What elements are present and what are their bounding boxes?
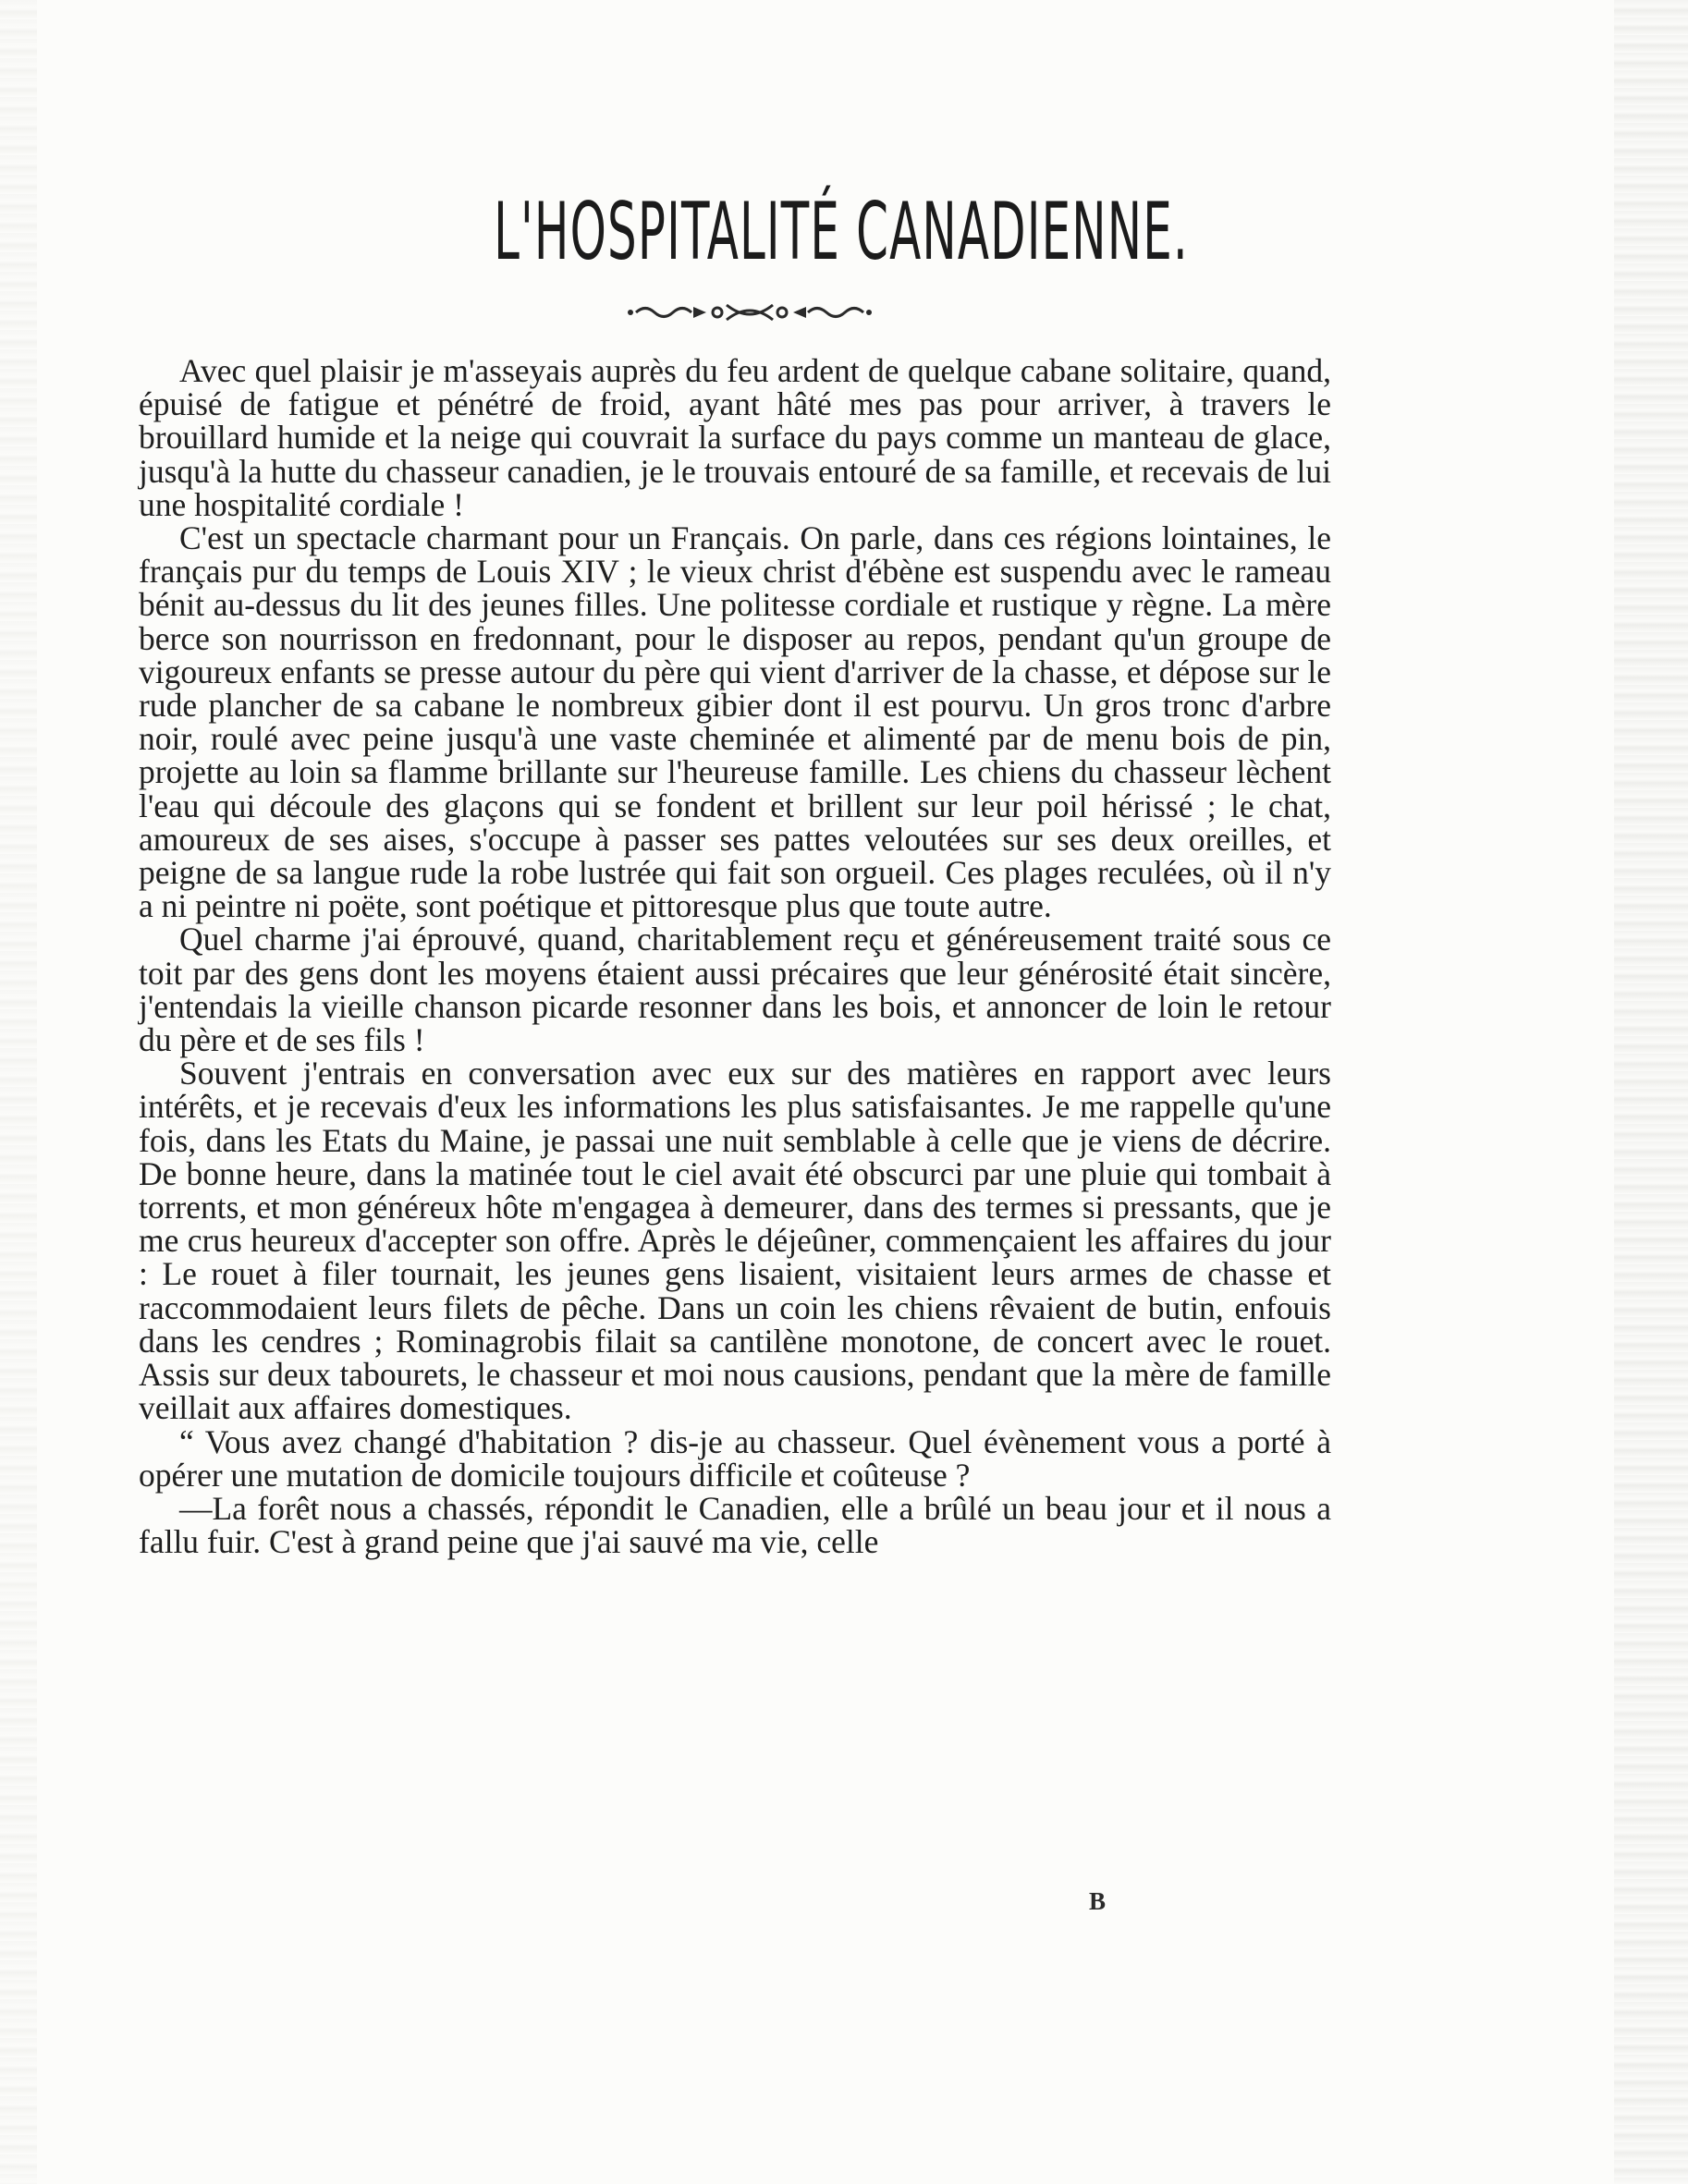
paragraph-6: —La forêt nous a chassés, répondit le Canadien, elle a brûlé un beau jour et il nous a fallu fuir. C'est à grand peine que j'ai sauvé ma vie, celle <box>139 1489 1331 1561</box>
paragraph-1: Avec quel plaisir je m'asseyais auprès du feu ardent de quelque cabane solitaire, quand, épuisé de fatigue et pénétré de froid, ayant hâté mes pas pour arriver, à travers le brouillard humide et la neige qui couvrait la surface du pays comme un manteau de glace, jusqu'à la hutte du chasseur canadien, je le trouvais entouré de sa famille, et recevais de lui une hospitalité cordiale ! <box>139 352 1331 523</box>
paragraph-4: Souvent j'entrais en conversation avec eux sur des matières en rapport avec leurs intérêts, et je recevais d'eux les informations les plus satisfaisantes. Je me rappelle qu'une fois, dans les Etats du Maine, je passai une nuit semblable à celle que je viens de décrire. De bonne heure, dans la matinée tout le ciel avait été obscurci par une pluie qui tombait à torrents, et mon généreux hôte m'engagea à demeurer, dans des termes si pressants, que je me crus heureux d'accepter son offre. Après le déjeûner, commençaient les affaires du jour : Le rouet à filer tournait, les jeunes gens lisaient, visitaient leurs armes de chasse et raccommodaient leurs filets de pêche. Dans un coin les chiens rêvaient de butin, enfouis dans les cendres ; Rominagrobis filait sa cantilène monotone, de concert avec le rouet. Assis sur deux tabourets, le chasseur et moi nous causions, pendant que la mère de famille veillait aux affaires domestiques. <box>139 1055 1331 1427</box>
paragraph-5: “ Vous avez changé d'habitation ? dis-je au chasseur. Quel évènement vous a porté à opérer une mutation de domicile toujours difficile et coûteuse ? <box>139 1422 1331 1494</box>
paragraph-2: C'est un spectacle charmant pour un Français. On parle, dans ces régions lointaines, le français pur du temps de Louis XIV ; le vieux christ d'ébène est suspendu avec le rameau bénit au-dessus du lit des jeunes filles. Une politesse cordiale et rustique y règne. La mère berce son nourrisson en fredonnant, pour le disposer au repos, pendant qu'un groupe de vigoureux enfants se presse autour du père qui vient d'arriver de la chasse, et dépose sur le rude plancher de sa cabane le nombreux gibier dont il est pourvu. Un gros tronc d'arbre noir, roulé avec peine jusqu'à une vaste cheminée et alimenté par de menu bois de pin, projette au loin sa flamme brillante sur l'heureuse famille. Les chiens du chasseur lèchent l'eau qui découle des glaçons qui se fondent et brillent sur leur poil hérissé ; le chat, amoureux de ses aises, s'occupe à passer ses pattes veloutées sur ses deux oreilles, et peigne de sa langue rude la robe lustrée qui fait son orgueil. Ces plages reculées, où il n'y a ni peintre ni poëte, sont poétique et pittoresque plus que toute autre. <box>139 519 1331 925</box>
ornament-divider-icon <box>625 300 875 324</box>
page-title: L'HOSPITALITÉ CANADIENNE. <box>494 186 1189 278</box>
scan-edge-right <box>1614 0 1688 2184</box>
paragraph-3: Quel charme j'ai éprouvé, quand, charitablement reçu et généreusement traité sous ce toit par des gens dont les moyens étaient aussi précaires que leur générosité était sincère, j'entendais la vieille chanson picarde resonner dans les bois, et annoncer de loin le retour du père et de ses fils ! <box>139 921 1331 1059</box>
body-text <box>139 352 1331 1561</box>
scan-edge-left <box>0 0 37 2184</box>
signature-mark: B <box>1089 1887 1107 1915</box>
